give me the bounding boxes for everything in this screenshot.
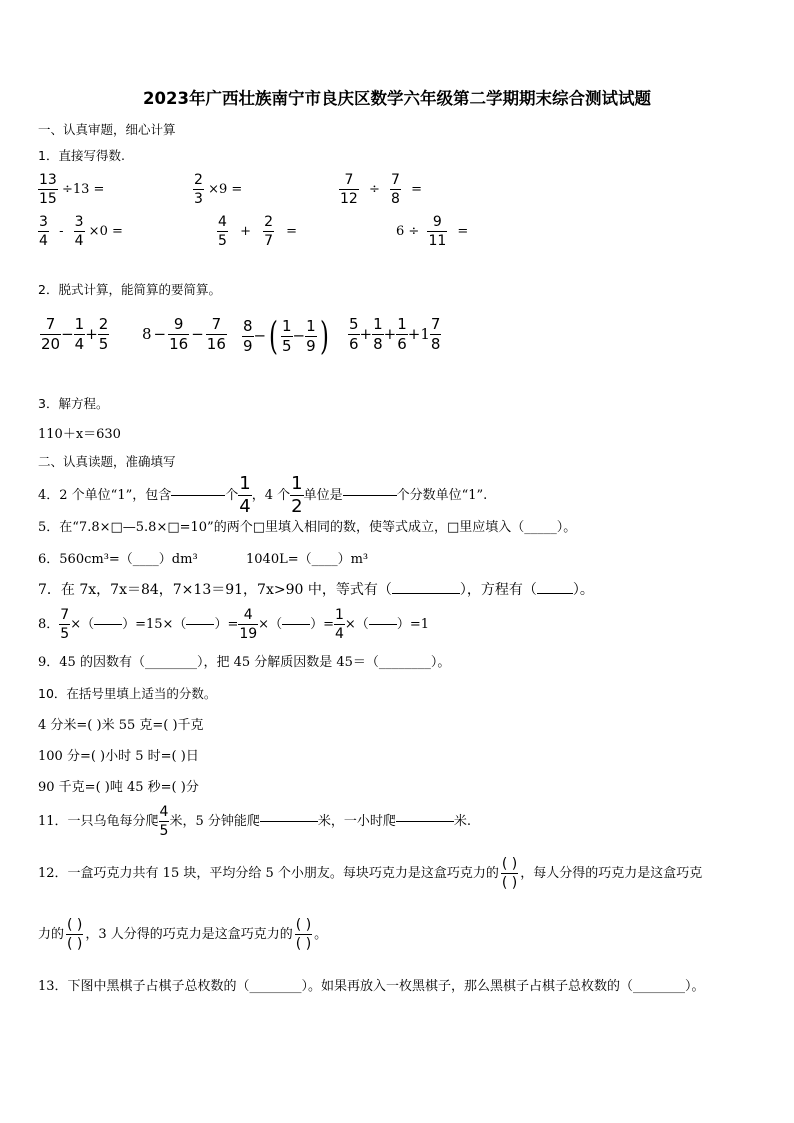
q1-item-2: $\frac{2}{3}$ ×9 = xyxy=(194,172,243,207)
fraction: $\frac{4}{5}$ xyxy=(218,214,227,249)
q1-item-5: $\frac{4}{5}$ + $\frac{2}{7}$ = xyxy=(218,214,298,249)
question-8: 8． $\frac{7}{5}$ ×（ ）=15×（ ）= $\frac{4}{19}$ ×（ ）= $\frac{1}{4}$ ×（ ）=1 xyxy=(38,607,429,642)
q1-item-6: 6 ÷ $\frac{9}{11}$ = xyxy=(396,214,469,249)
question-10-label: 10．在括号里填上适当的分数。 xyxy=(38,686,217,701)
fraction: $\frac{13}{15}$ xyxy=(39,172,57,207)
blank-fraction: $\frac{( )}{( )}$ xyxy=(295,917,312,952)
question-10-line-2: 100 分=( )小时 5 时=( )日 xyxy=(38,749,199,764)
section-heading-2: 二、认真读题，准确填写 xyxy=(38,454,176,469)
blank-line xyxy=(282,624,310,625)
q2-expression-2: 8 − $\frac{9}{16}$ − $\frac{7}{16}$ xyxy=(142,315,226,353)
page-title: 2023年广西壮族南宁市良庆区数学六年级第二学期期末综合测试试题 xyxy=(143,89,651,108)
fraction: $\frac{7}{12}$ xyxy=(340,172,358,207)
q2-expression-3: $\frac{8}{9}$ −( $\frac{1}{5}$ − $\frac{1}{9}$ ) xyxy=(243,314,329,358)
fraction: $\frac{2}{3}$ xyxy=(194,172,203,207)
q1-item-3: $\frac{7}{12}$ ÷ $\frac{7}{8}$ = xyxy=(340,172,422,207)
q1-item-4: $\frac{3}{4}$ - $\frac{3}{4}$ ×0 = xyxy=(39,214,123,249)
question-4: 4．2 个单位“1”，包含 个 $\frac{1}{4}$ ，4 个 $\frac{1}{2}$ 单位是 个分数单位“1”. xyxy=(38,473,488,517)
q2-expression-4: $\frac{5}{6}$ + $\frac{1}{8}$ + $\frac{1}{6}$ +1 $\frac{7}{8}$ xyxy=(349,315,441,353)
fraction: $\frac{3}{4}$ xyxy=(74,214,84,249)
blank-line xyxy=(392,593,460,594)
question-9: 9．45 的因数有（________），把 45 分解质因数是 45＝（________）。 xyxy=(38,655,451,670)
blank-line xyxy=(94,624,122,625)
blank-fraction: $\frac{( )}{( )}$ xyxy=(67,917,83,952)
question-6-part-a: 6．560cm³=（____）dm³ xyxy=(38,552,198,567)
question-12-line-1: 12．一盒巧克力共有 15 块，平均分给 5 个小朋友。每块巧克力是这盒巧克力的 $\frac{( )}{( )}$ ，每人分得的巧克力是这盒巧克 xyxy=(38,856,703,891)
question-6-part-b: 1040L=（____）m³ xyxy=(246,552,369,567)
question-10-line-3: 90 千克=( )吨 45 秒=( )分 xyxy=(38,780,199,795)
question-7: 7．在 7x，7x＝84，7×13＝91，7x>90 中，等式有（ ），方程有（ ）。 xyxy=(38,582,594,598)
question-1-label: 1．直接写得数. xyxy=(38,148,125,163)
q1-item-1: $\frac{13}{15}$ ÷13 = xyxy=(39,172,105,207)
question-13: 13．下图中黑棋子占棋子总枚数的（________）。如果再放入一枚黑棋子，那么黑棋子占棋子总枚数的（________）。 xyxy=(38,979,705,994)
blank-fraction: $\frac{( )}{( )}$ xyxy=(501,856,518,891)
blank-line xyxy=(343,495,397,496)
blank-line xyxy=(396,821,454,822)
fraction: $\frac{9}{11}$ xyxy=(428,214,447,249)
question-10-line-1: 4 分米=( )米 55 克=( )千克 xyxy=(38,718,204,733)
blank-line xyxy=(369,624,397,625)
question-3-label: 3．解方程。 xyxy=(38,396,109,411)
question-5: 5．在“7.8×□—5.8×□=10”的两个□里填入相同的数，使等式成立，□里应填入（_____）。 xyxy=(38,520,577,535)
q2-expression-1: $\frac{7}{20}$ − $\frac{1}{4}$ + $\frac{2}{5}$ xyxy=(41,315,109,353)
blank-line xyxy=(537,593,573,594)
fraction: $\frac{3}{4}$ xyxy=(39,214,48,249)
fraction: $\frac{7}{8}$ xyxy=(391,172,400,207)
fraction: $\frac{2}{7}$ xyxy=(264,214,274,249)
section-heading-1: 一、认真审题，细心计算 xyxy=(38,122,176,137)
question-12-line-2: 力的 $\frac{( )}{( )}$ ，3 人分得的巧克力是这盒巧克力的 $\frac{( )}{( )}$ 。 xyxy=(38,917,328,952)
blank-line xyxy=(186,624,214,625)
question-2-label: 2．脱式计算，能简算的要简算。 xyxy=(38,282,221,297)
blank-line xyxy=(260,821,318,822)
q3-equation: 110＋x＝630 xyxy=(38,427,121,442)
blank-line xyxy=(171,495,225,496)
question-11: 11．一只乌龟每分爬 $\frac{4}{5}$ 米，5 分钟能爬 米，一小时爬 米. xyxy=(38,804,472,839)
